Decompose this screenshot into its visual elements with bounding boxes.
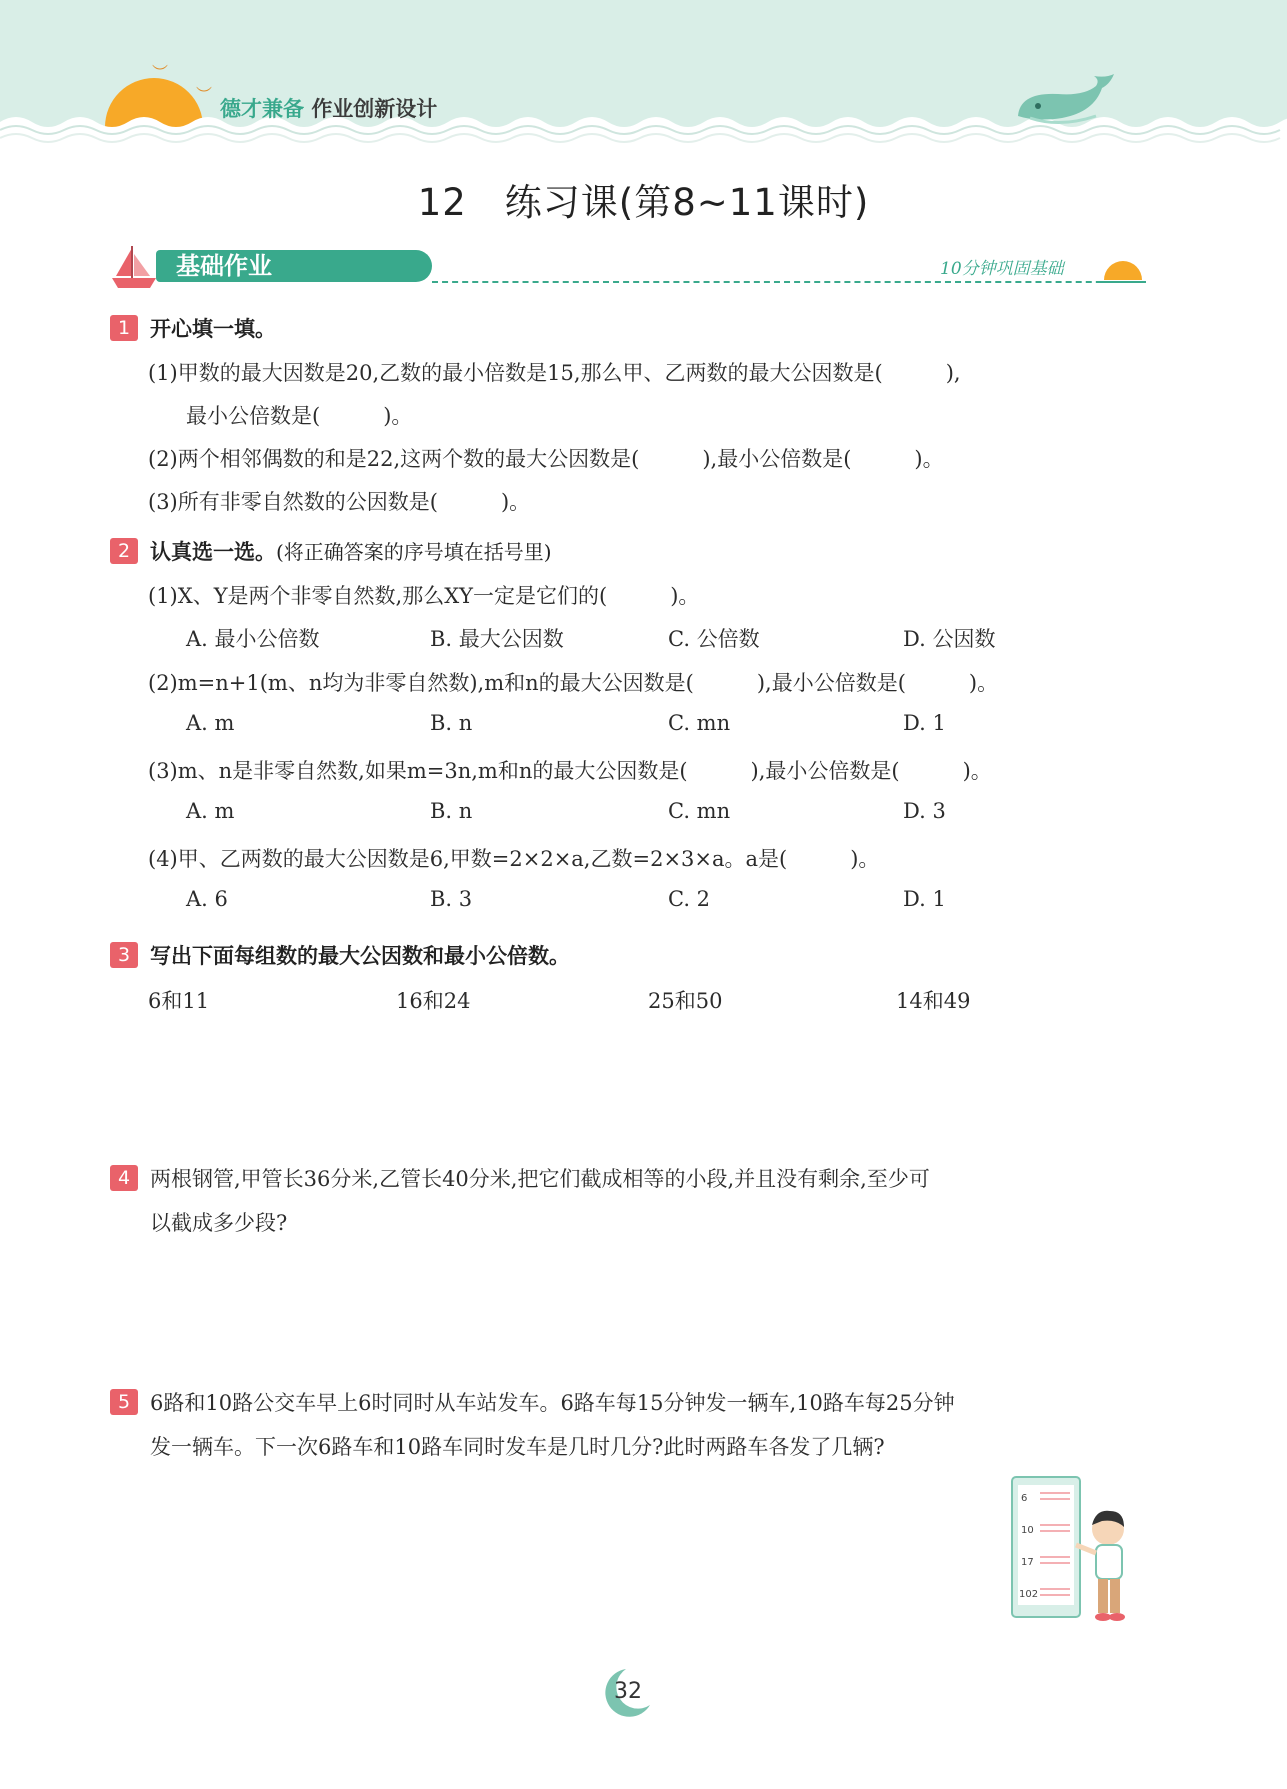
brand-title: [220, 93, 437, 123]
q2-item-1-option-d: D. 公因数: [903, 627, 996, 651]
q2-item-4-option-c: C. 2: [668, 887, 711, 911]
sign-number: 17: [1021, 1557, 1034, 1568]
q3-group-3: 25和50: [648, 989, 723, 1013]
brand-dark-text: 作业创新设计: [311, 97, 438, 121]
page-header: [0, 0, 1287, 150]
q2-item-3-option-a: A. m: [186, 799, 235, 823]
q2-item-2-option-b: B. n: [430, 711, 473, 735]
q2-item-4-stem: (4)甲、乙两数的最大公因数是6,甲数=2×2×a,乙数=2×3×a。a是( )。: [148, 847, 880, 871]
question-number: 2: [110, 538, 138, 564]
q1-line-2: 最小公倍数是( )。: [186, 404, 413, 428]
q5-line-2: 发一辆车。下一次6路车和10路车同时发车是几时几分?此时两路车各发了几辆?: [150, 1435, 885, 1459]
q2-item-3-stem: (3)m、n是非零自然数,如果m=3n,m和n的最大公因数是( ),最小公倍数是( )。: [148, 759, 992, 783]
question-number: 5: [110, 1389, 138, 1415]
section-hint: 10分钟巩固基础: [940, 259, 1064, 279]
question-title: 写出下面每组数的最大公因数和最小公倍数。: [150, 944, 570, 968]
question-number: 3: [110, 942, 138, 968]
q2-item-3-option-c: C. mn: [668, 799, 731, 823]
bus-stop-illustration: [1010, 1475, 1140, 1630]
q2-item-1-option-a: A. 最小公倍数: [186, 627, 320, 651]
q4-line-2: 以截成多少段?: [150, 1211, 288, 1235]
question-title-note: (将正确答案的序号填在括号里): [276, 540, 552, 564]
bird-icon: ︶: [196, 85, 213, 104]
q3-group-1: 6和11: [148, 989, 210, 1013]
q2-item-2-option-a: A. m: [186, 711, 235, 735]
q5-line-1: 6路和10路公交车早上6时同时从车站发车。6路车每15分钟发一辆车,10路车每25分钟: [150, 1391, 955, 1415]
q2-item-1-option-b: B. 最大公因数: [430, 627, 564, 651]
sun-icon: [1100, 258, 1146, 286]
section-banner: [110, 244, 1150, 292]
q2-item-2-option-c: C. mn: [668, 711, 731, 735]
section-divider: [432, 281, 1132, 283]
question-number: 1: [110, 315, 138, 341]
section-label: 基础作业: [156, 250, 432, 282]
question-title: 开心填一填。: [150, 317, 276, 341]
sailboat-icon: [110, 244, 160, 292]
question-title: [150, 536, 552, 566]
page-number-text: 32: [614, 1679, 642, 1704]
brand-green-text: 德才兼备: [220, 97, 304, 121]
whale-icon: [1010, 72, 1120, 132]
bird-icon: ︶: [152, 63, 169, 82]
q2-item-4-option-a: A. 6: [186, 887, 228, 911]
page-title: 12 练习课(第8~11课时): [417, 181, 870, 224]
q2-item-1-stem: (1)X、Y是两个非零自然数,那么XY一定是它们的( )。: [148, 584, 700, 608]
q2-item-2-option-d: D. 1: [903, 711, 946, 735]
q3-group-4: 14和49: [896, 989, 971, 1013]
q2-item-3-option-d: D. 3: [903, 799, 946, 823]
sign-number: 102: [1019, 1589, 1039, 1600]
question-number: 4: [110, 1165, 138, 1191]
page-number: [596, 1665, 656, 1721]
question-title-main: 认真选一选。: [150, 540, 276, 564]
q2-item-1-option-c: C. 公倍数: [668, 627, 760, 651]
q4-line-1: 两根钢管,甲管长36分米,乙管长40分米,把它们截成相等的小段,并且没有剩余,至少可: [150, 1167, 930, 1191]
q1-line-4: (3)所有非零自然数的公因数是( )。: [148, 490, 531, 514]
sign-number: 10: [1021, 1525, 1034, 1536]
q2-item-3-option-b: B. n: [430, 799, 473, 823]
q1-line-1: (1)甲数的最大因数是20,乙数的最小倍数是15,那么甲、乙两数的最大公因数是( ),: [148, 361, 961, 385]
q2-item-4-option-b: B. 3: [430, 887, 473, 911]
q1-line-3: (2)两个相邻偶数的和是22,这两个数的最大公因数是( ),最小公倍数是( )。: [148, 447, 944, 471]
sign-number: 6: [1021, 1493, 1028, 1504]
q3-group-2: 16和24: [396, 989, 471, 1013]
q2-item-2-stem: (2)m=n+1(m、n均为非零自然数),m和n的最大公因数是( ),最小公倍数是( )。: [148, 671, 999, 695]
q2-item-4-option-d: D. 1: [903, 887, 946, 911]
